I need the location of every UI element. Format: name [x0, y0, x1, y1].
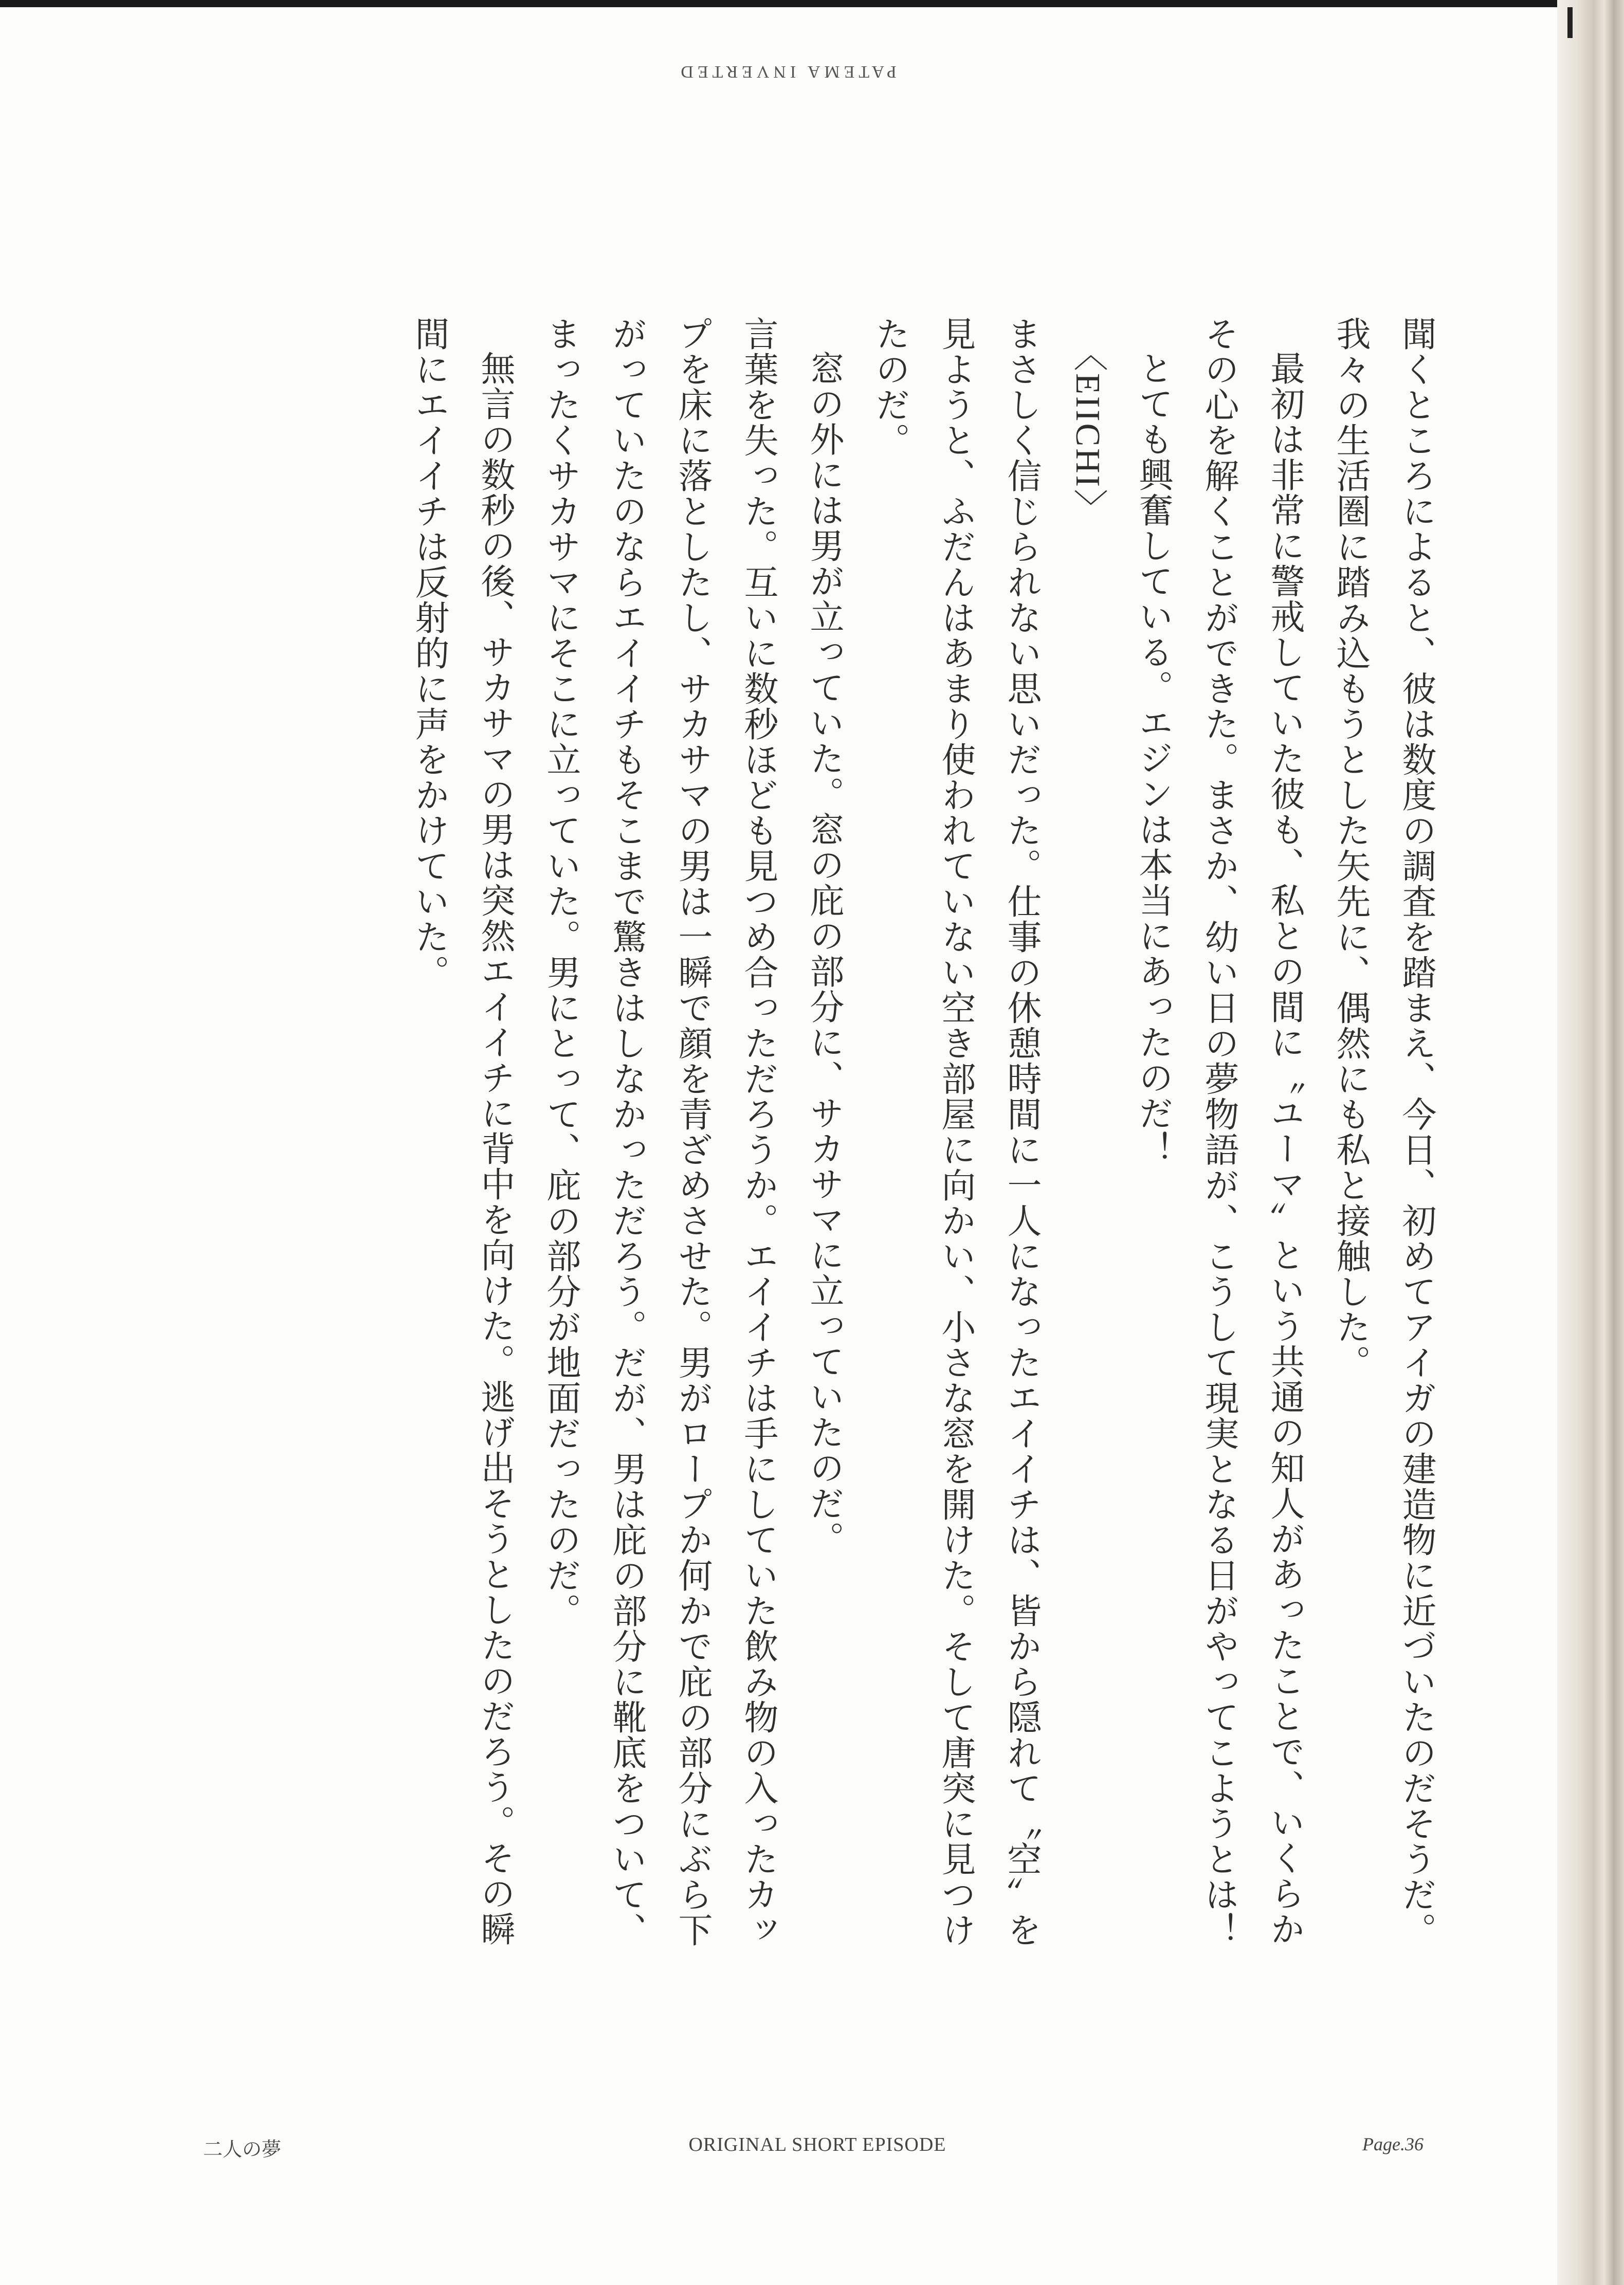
- paragraph: 窓の外には男が立っていた。窓の庇の部分に、サカサマに立っていたのだ。: [805, 351, 845, 1557]
- footer-chapter-title: 二人の夢: [203, 2138, 282, 2161]
- paragraph: 最初は非常に警戒していた彼も、私との間に〝ユーマ〟という共通の知人があったことで、いくらかその心を解くことができた。まさか、幼い日の夢物語が、こうして現実となる日がやってこようとは！: [1199, 316, 1305, 1948]
- scan-top-edge: [0, 0, 1624, 7]
- paragraph: 聞くところによると、彼は数度の調査を踏まえ、今日、初めてアイガの建造物に近づいたのだそうだ。我々の生活圏に踏み込もうとした矢先に、偶然にも私と接触した。: [1331, 316, 1437, 1948]
- paragraph: とても興奮している。エジンは本当にあったのだ！: [1134, 351, 1174, 1166]
- body-text: [154, 316, 1450, 1961]
- scan-binding-mark: [1567, 7, 1573, 38]
- footer-section-label: ORIGINAL SHORT EPISODE: [688, 2134, 946, 2155]
- paragraph: 無言の数秒の後、サカサマの男は突然エイイチに背中を向けた。逃げ出そうとしたのだろう。その瞬間にエイイチは反射的に声をかけていた。: [410, 316, 516, 1947]
- paragraph: 言葉を失った。互いに数秒ほども見つめ合っただろうか。エイイチは手にしていた飲み物の入ったカップを床に落としたし、サカサマの男は一瞬で顔を青ざめさせた。男がロープか何かで庇の部分にぶら下がっていたのならエイイチもそこまで驚きはしなかっただろう。だが、男は庇の部分に靴底をついて、まったくサカサマにそこに立っていた。男にとって、庇の部分が地面だったのだ。: [541, 316, 779, 1948]
- scan-page-edge: [1557, 0, 1624, 2285]
- page-number: Page.36: [1362, 2134, 1424, 2154]
- section-heading: 〈EIICHI〉: [1069, 337, 1107, 525]
- paragraph: まさしく信じられない思いだった。仕事の休憩時間に一人になったエイイチは、皆から隠れて〝空〟を見ようと、ふだんはあまり使われていない空き部屋に向かい、小さな窓を開けた。そして唐突に見つけたのだ。: [870, 316, 1042, 1948]
- running-header: PATEMA INVERTED: [677, 62, 897, 81]
